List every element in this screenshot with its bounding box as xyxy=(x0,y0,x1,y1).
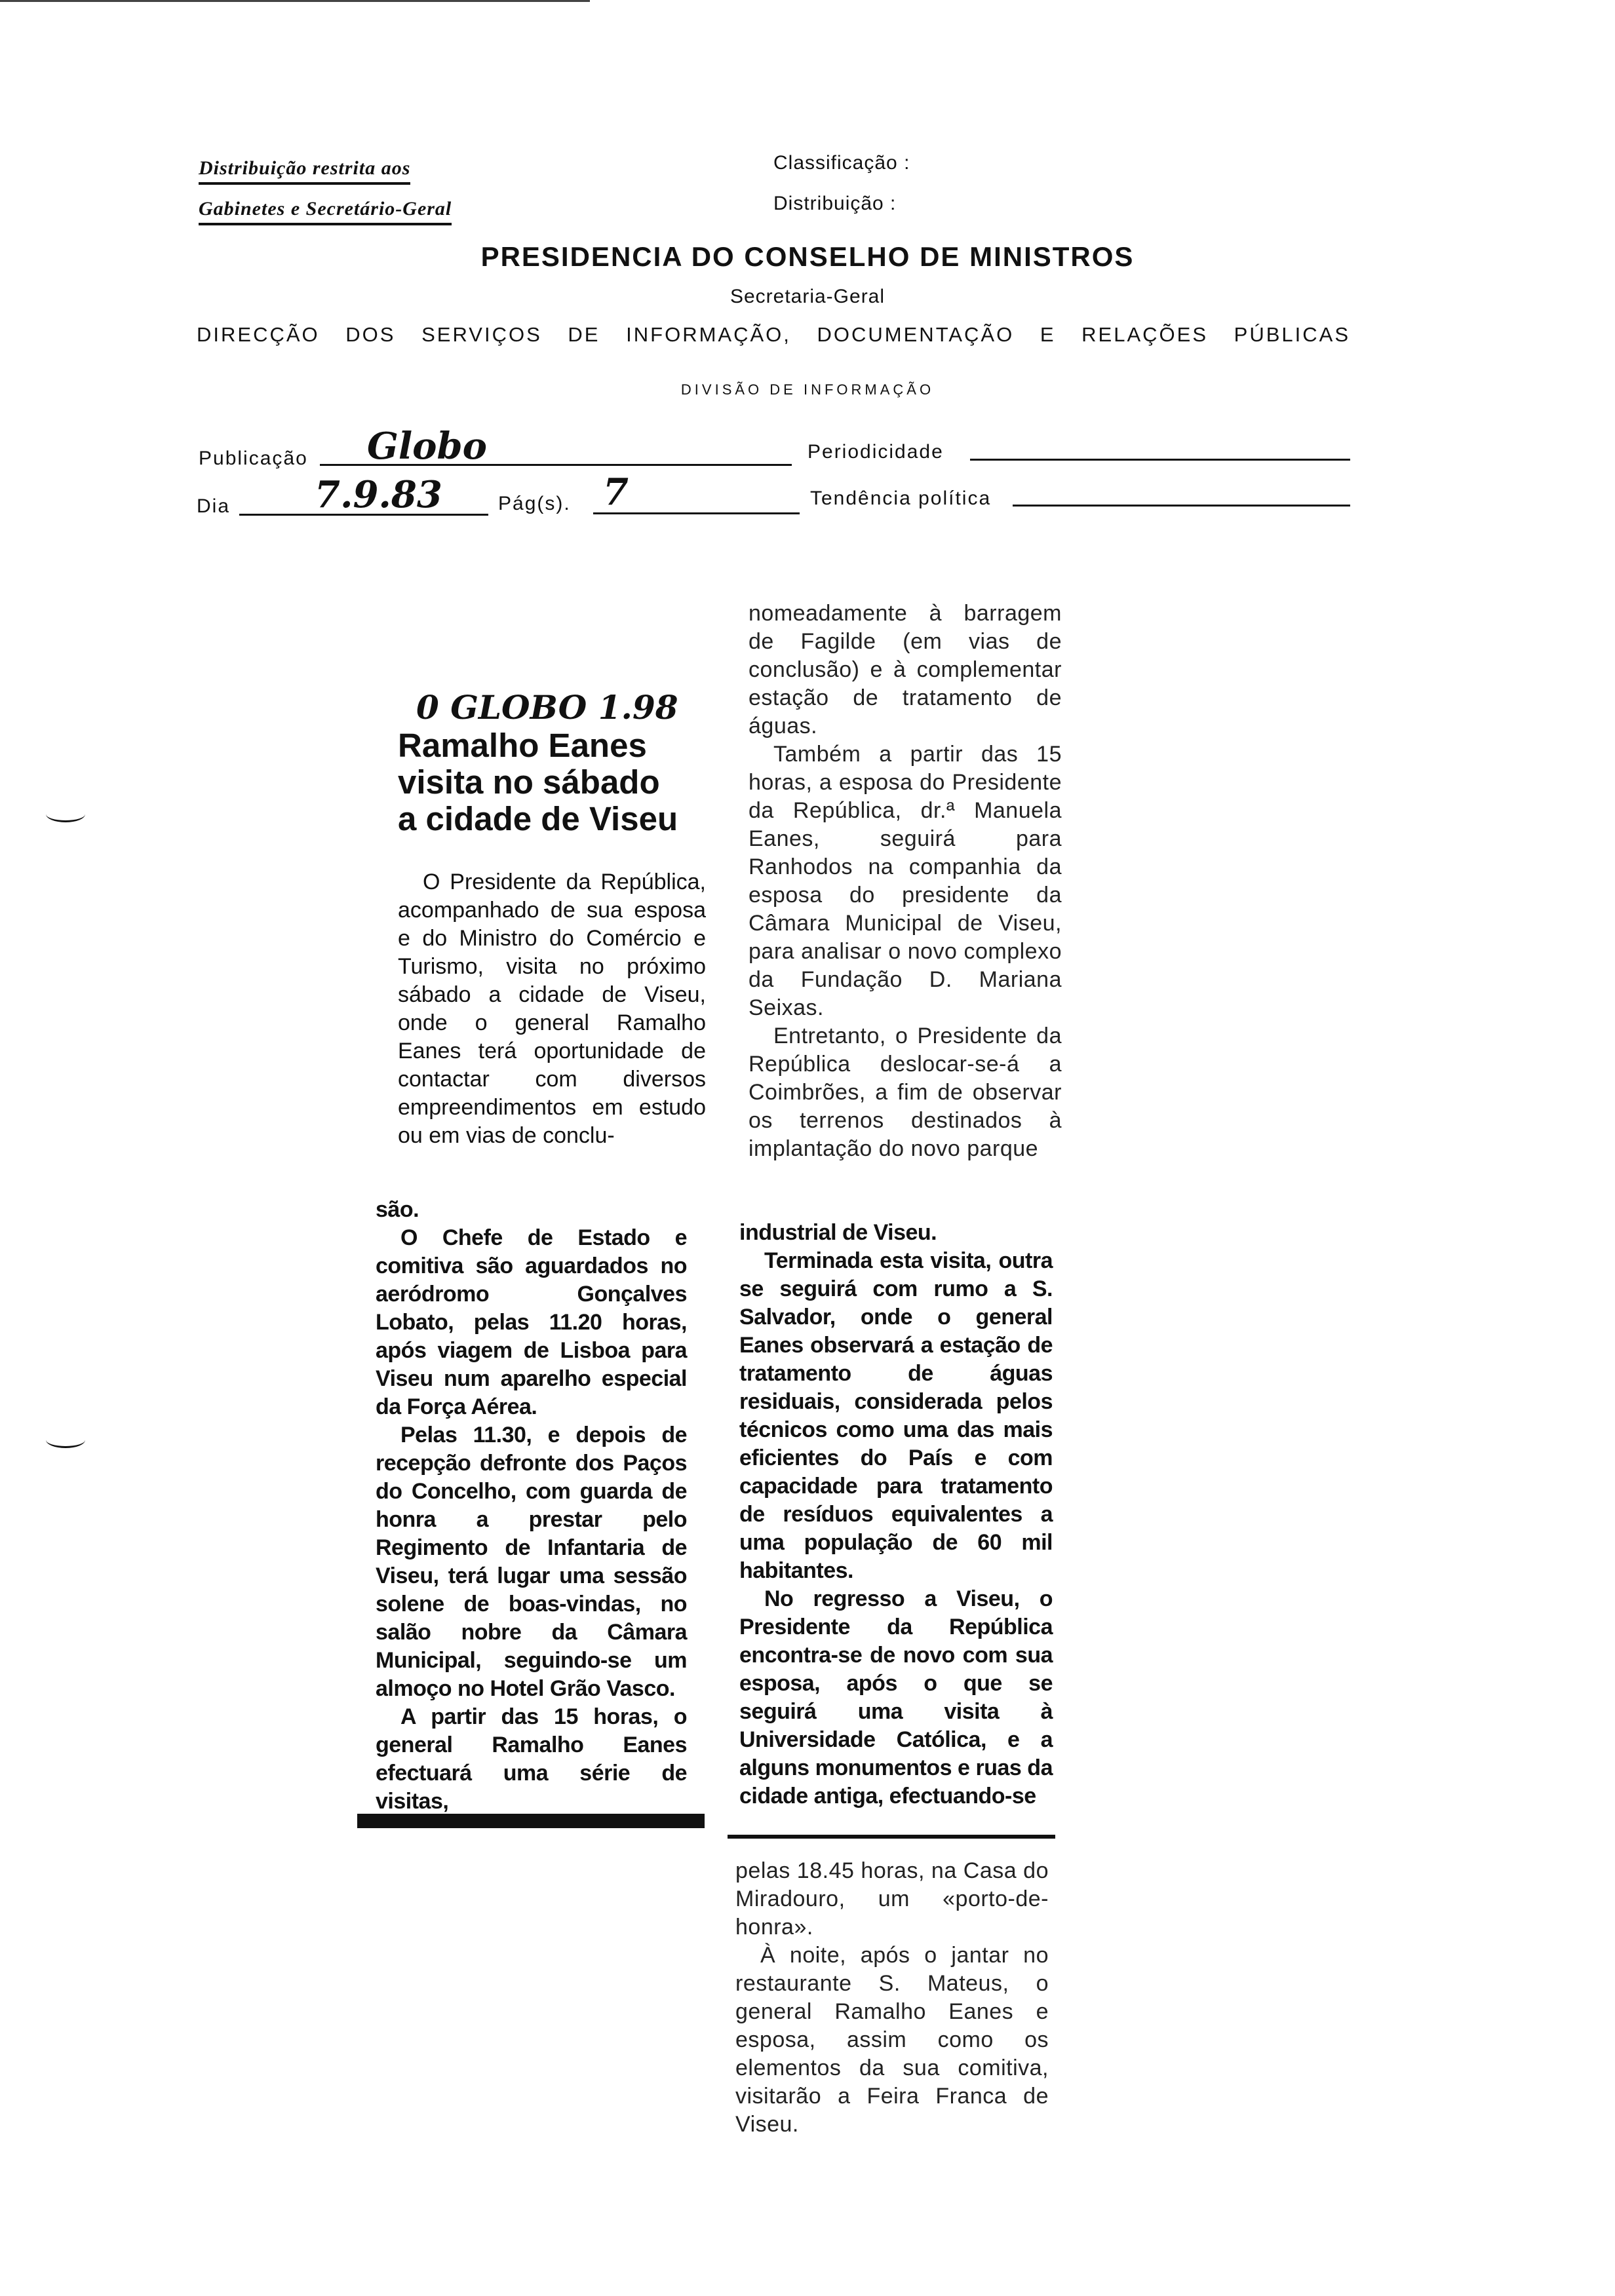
paragraph: industrial de Viseu. xyxy=(739,1220,937,1245)
article-column-2-bottom xyxy=(739,1219,1053,1810)
periodicity-label: Periodicidade xyxy=(808,441,944,463)
distribution-label: Distribuição : xyxy=(773,193,897,214)
paragraph: O Presidente da República, acompanhado de sua esposa e do Ministro do Comércio e Turismo, visita no próximo sábado a cidade de Viseu, onde o general Ramalho Eanes terá oportunidade de contactar com diversos empreendimentos em estudo ou em vias de conclu- xyxy=(398,870,706,1148)
article-column-1-top xyxy=(398,868,706,1150)
article-column-1-bottom xyxy=(376,1196,687,1816)
paragraph: Também a partir das 15 horas, a esposa do Presidente da República, dr.ª Manuela Eanes, seguirá para Ranhodos na companhia da esposa do presidente da Câmara Municipal de Viseu, para analisar o novo complexo da Fundação D. Mariana Seixas. xyxy=(749,742,1062,1020)
political-tendency-underline xyxy=(1013,505,1350,507)
paragraph: Entretanto, o Presidente da República deslocar-se-á a Coimbrões, a fim de observar os terrenos destinados à implantação do novo parque xyxy=(749,1024,1062,1161)
division-label: DIVISÃO DE INFORMAÇÃO xyxy=(680,381,935,398)
paragraph: Pelas 11.30, e depois de recepção defronte dos Paços do Concelho, com guarda de honra a prestar pelo Regimento de Infantaria de Viseu, terá lugar uma sessão solene de boas-vindas, no salão nobre da Câmara Municipal, seguindo-se um almoço no Hotel Grão Vasco. xyxy=(376,1423,687,1701)
secretariat-label: Secretaria-Geral xyxy=(730,286,885,307)
day-label: Dia xyxy=(197,495,231,517)
paragraph: nomeadamente à barragem de Fagilde (em vias de conclusão) e à complementar estação de tratamento de águas. xyxy=(749,601,1062,738)
margin-mark-upper xyxy=(46,806,85,822)
paragraph: À noite, após o jantar no restaurante S. Mateus, o general Ramalho Eanes e esposa, assim como os elementos da sua comitiva, visitarão a Feira Franca de Viseu. xyxy=(735,1943,1049,2137)
pages-label: Pág(s). xyxy=(498,493,571,514)
headline-line-2: visita no sábado xyxy=(398,763,660,801)
publication-label: Publicação xyxy=(199,448,308,469)
publication-value: Globo xyxy=(367,425,487,468)
organization-title: PRESIDENCIA DO CONSELHO DE MINISTROS xyxy=(480,241,1135,272)
paragraph: O Chefe de Estado e comitiva são aguardados no aeródromo Gonçalves Lobato, pelas 11.20 horas, após viagem de Lisboa para Viseu num aparelho especial da Força Aérea. xyxy=(376,1225,687,1419)
paragraph: No regresso a Viseu, o Presidente da República encontra-se de novo com sua esposa, após o que se seguirá uma visita à Universidade Católica, e a alguns monumentos e ruas da cidade antiga, efectuando-se xyxy=(739,1586,1053,1808)
political-tendency-label: Tendência política xyxy=(810,488,992,509)
column-1-end-rule xyxy=(357,1814,705,1828)
paragraph: A partir das 15 horas, o general Ramalho Eanes efectuará uma série de visitas, xyxy=(376,1704,687,1814)
margin-mark-lower xyxy=(46,1432,85,1448)
column-2-end-rule xyxy=(728,1835,1055,1839)
headline-line-1: Ramalho Eanes xyxy=(398,727,647,764)
pages-value: 7 xyxy=(603,470,629,514)
restricted-distribution-line1: Distribuição restrita aos xyxy=(199,157,410,185)
restricted-distribution-line2: Gabinetes e Secretário-Geral xyxy=(199,198,452,225)
paragraph: Terminada esta visita, outra se seguirá com rumo a S. Salvador, onde o general Eanes observará a estação de tratamento de águas residuais, considerada pelos técnicos como uma das mais eficientes do País e com capacidade para tratamento de resíduos equivalentes a uma população de 60 mil habitantes. xyxy=(739,1248,1053,1583)
paragraph: são. xyxy=(376,1197,419,1222)
headline-line-3: a cidade de Viseu xyxy=(398,800,678,837)
periodicity-underline xyxy=(970,459,1350,461)
article-headline xyxy=(398,727,699,837)
classification-label: Classificação : xyxy=(773,152,910,174)
archive-stamp: 0 GLOBO 1.98 xyxy=(416,688,678,727)
scan-edge-line xyxy=(0,0,590,2)
article-column-3 xyxy=(735,1857,1049,2139)
paragraph: pelas 18.45 horas, na Casa do Miradouro, um «porto-de-honra». xyxy=(735,1858,1049,1940)
day-value: 7.9.83 xyxy=(315,473,442,516)
article-column-2-top xyxy=(749,600,1062,1163)
department-line: DIRECÇÃO DOS SERVIÇOS DE INFORMAÇÃO, DOCUMENTAÇÃO E RELAÇÕES PÚBLICAS xyxy=(197,323,1350,346)
